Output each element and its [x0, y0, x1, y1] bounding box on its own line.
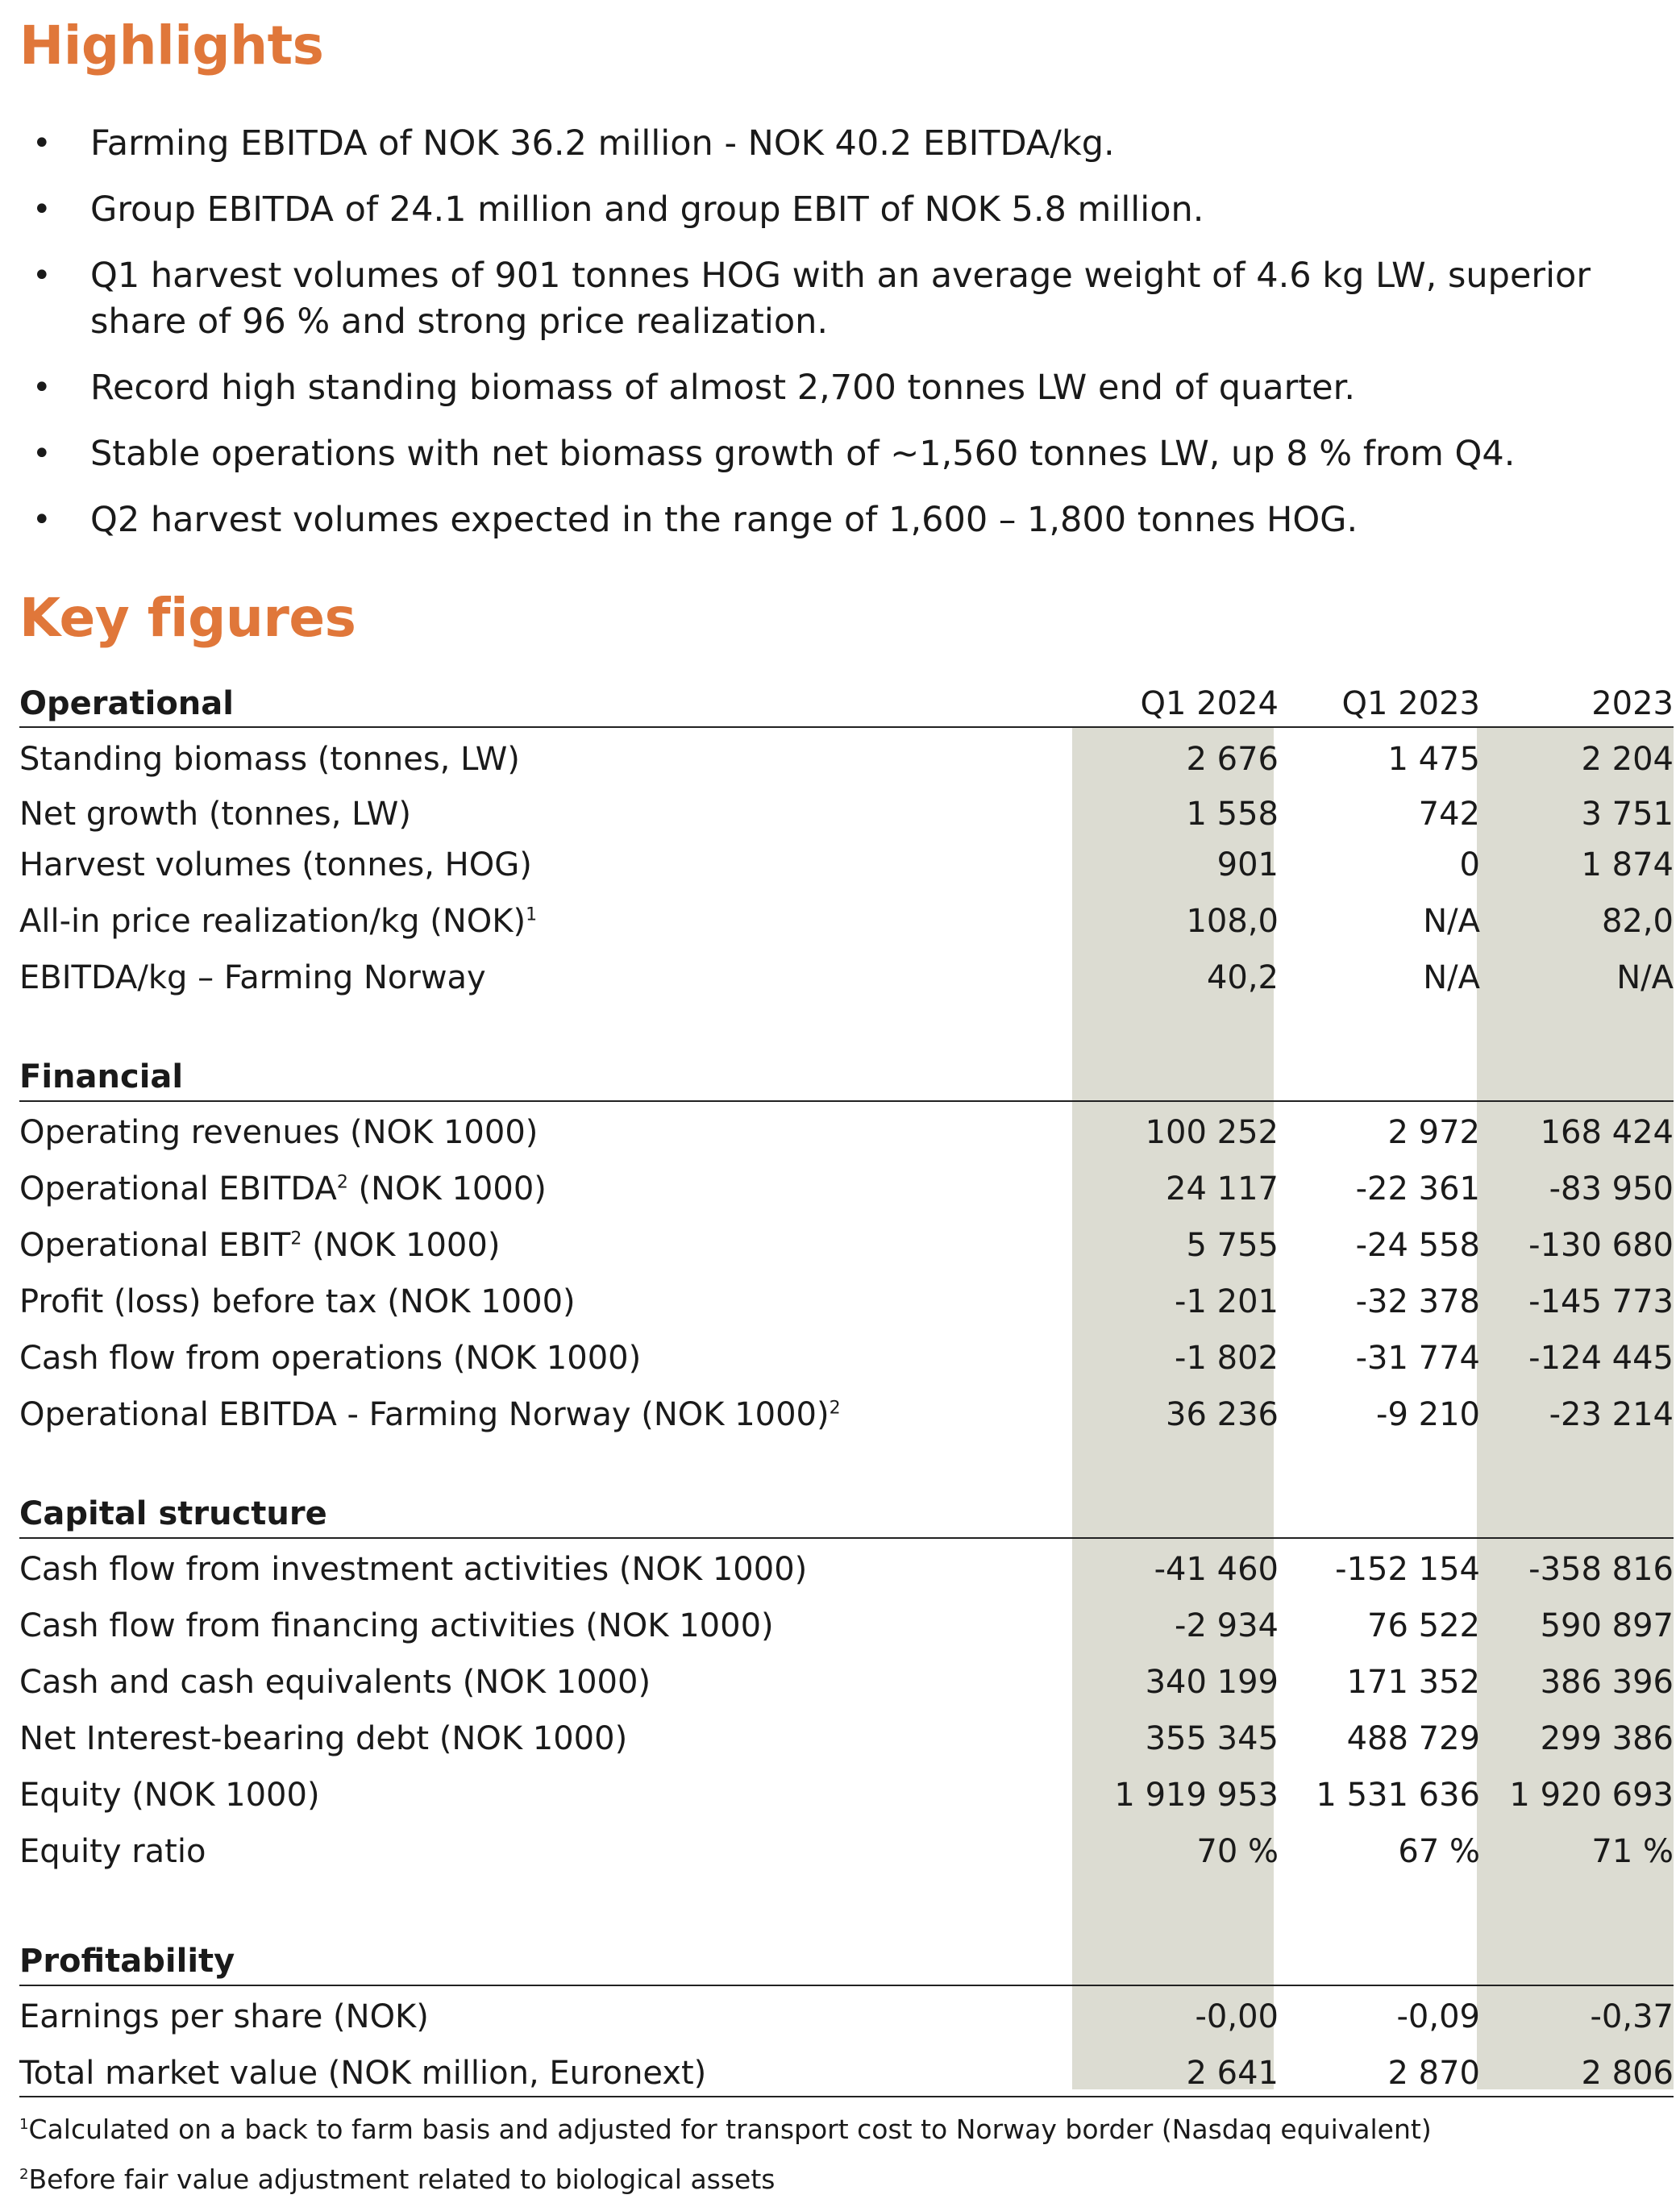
cell-value: 2 870	[1387, 2055, 1480, 2092]
section-rule	[19, 1985, 1674, 1986]
table-header-row	[19, 681, 1674, 726]
cell-value: 355 345	[1145, 1720, 1279, 1757]
row-label: Net Interest-bearing debt (NOK 1000)	[19, 1720, 628, 1757]
section-heading-profitability: Profitability	[19, 1943, 235, 1980]
row-label: Profit (loss) before tax (NOK 1000)	[19, 1283, 576, 1320]
footnote-marker: 2	[829, 1398, 841, 1419]
footnote-marker: 1	[526, 904, 538, 925]
row-label: Total market value (NOK million, Euronext)	[19, 2055, 707, 2092]
footnote-marker: 2	[290, 1228, 302, 1249]
row-label: Cash flow from investment activities (NOK 1000)	[19, 1551, 808, 1588]
key-figures-table	[19, 681, 1674, 2092]
cell-value: 2 641	[1186, 2055, 1279, 2092]
cell-value: -31 774	[1355, 1340, 1480, 1377]
cell-value: 67 %	[1398, 1833, 1480, 1870]
cell-value: N/A	[1423, 903, 1480, 940]
highlight-item: • Q2 harvest volumes expected in the range of 1,600 – 1,800 tonnes HOG.	[0, 497, 1680, 543]
footnote	[19, 2114, 1432, 2145]
row-label: Standing biomass (tonnes, LW)	[19, 741, 520, 778]
highlight-item: • Group EBITDA of 24.1 million and group EBIT of NOK 5.8 million.	[0, 187, 1680, 233]
cell-value: 1 531 636	[1316, 1777, 1480, 1814]
cell-value: 3 751	[1581, 796, 1674, 833]
key-figures-heading: Key figures	[19, 587, 356, 649]
cell-value: 108,0	[1186, 903, 1279, 940]
row-label: Cash and cash equivalents (NOK 1000)	[19, 1664, 651, 1701]
row-label: Equity ratio	[19, 1833, 206, 1870]
row-label: Harvest volumes (tonnes, HOG)	[19, 846, 532, 883]
row-label: Earnings per share (NOK)	[19, 1998, 429, 2035]
cell-value: 168 424	[1540, 1114, 1674, 1151]
row-label: Operating revenues (NOK 1000)	[19, 1114, 539, 1151]
section-heading-financial: Financial	[19, 1058, 184, 1095]
cell-value: -358 816	[1528, 1551, 1674, 1588]
cell-value: -2 934	[1175, 1607, 1279, 1644]
highlight-item: • Farming EBITDA of NOK 36.2 million - NOK 40.2 EBITDA/kg.	[0, 121, 1680, 167]
cell-value: -41 460	[1154, 1551, 1279, 1588]
table-bottom-rule	[19, 2096, 1674, 2097]
cell-value: -0,37	[1590, 1998, 1674, 2035]
cell-value: 2 972	[1387, 1114, 1480, 1151]
row-label-text: (NOK 1000)	[347, 1170, 547, 1208]
cell-value: 1 919 953	[1114, 1777, 1279, 1814]
cell-value: 386 396	[1540, 1664, 1674, 1701]
row-label	[19, 1395, 841, 1435]
row-label: EBITDA/kg – Farming Norway	[19, 959, 486, 996]
cell-value: 24 117	[1166, 1170, 1279, 1208]
cell-value: -32 378	[1355, 1283, 1480, 1320]
column-header: 2023	[1591, 685, 1674, 722]
cell-value: -0,00	[1195, 1998, 1279, 2035]
footnote-marker: 2	[336, 1172, 348, 1193]
highlight-item: • Record high standing biomass of almost 2,700 tonnes LW end of quarter.	[0, 365, 1680, 411]
row-label-text: Operational EBITDA - Farming Norway (NOK 1000)	[19, 1396, 830, 1433]
cell-value: 0	[1459, 846, 1480, 883]
cell-value: -9 210	[1376, 1396, 1480, 1433]
cell-value: 40,2	[1206, 959, 1279, 996]
row-label-text: (NOK 1000)	[301, 1227, 501, 1264]
row-label-text: Operational EBIT	[19, 1227, 291, 1264]
row-label	[19, 901, 537, 942]
highlight-item: • Stable operations with net biomass growth of ~1,560 tonnes LW, up 8 % from Q4.	[0, 431, 1680, 477]
cell-value: 299 386	[1540, 1720, 1674, 1757]
cell-value: 171 352	[1346, 1664, 1480, 1701]
cell-value: 901	[1216, 846, 1279, 883]
cell-value: -152 154	[1335, 1551, 1480, 1588]
row-label: Net growth (tonnes, LW)	[19, 796, 411, 833]
cell-value: -83 950	[1549, 1170, 1674, 1208]
cell-value: N/A	[1423, 959, 1480, 996]
cell-value: 2 806	[1581, 2055, 1674, 2092]
cell-value: N/A	[1616, 959, 1674, 996]
highlights-heading: Highlights	[19, 15, 324, 77]
cell-value: 76 522	[1367, 1607, 1480, 1644]
cell-value: -130 680	[1528, 1227, 1674, 1264]
cell-value: -22 361	[1355, 1170, 1480, 1208]
footnote-text: Before fair value adjustment related to biological assets	[28, 2164, 776, 2195]
cell-value: 2 676	[1186, 741, 1279, 778]
cell-value: 488 729	[1346, 1720, 1480, 1757]
column-header: Q1 2023	[1341, 685, 1480, 722]
row-label	[19, 1169, 547, 1209]
row-label-text: All-in price realization/kg (NOK)	[19, 903, 526, 940]
footnote-marker: 1	[19, 2116, 29, 2133]
section-heading-capital-structure: Capital structure	[19, 1495, 327, 1532]
cell-value: 71 %	[1591, 1833, 1674, 1870]
cell-value: 2 204	[1581, 741, 1674, 778]
cell-value: -124 445	[1528, 1340, 1674, 1377]
column-header: Q1 2024	[1140, 685, 1279, 722]
highlights-list	[0, 121, 1680, 563]
cell-value: -1 802	[1175, 1340, 1279, 1377]
cell-value: 70 %	[1196, 1833, 1279, 1870]
row-label: Cash flow from financing activities (NOK 1000)	[19, 1607, 774, 1644]
cell-value: -0,09	[1396, 1998, 1480, 2035]
cell-value: 1 558	[1186, 796, 1279, 833]
section-heading-operational: Operational	[19, 685, 234, 722]
cell-value: -24 558	[1355, 1227, 1480, 1264]
cell-value: -145 773	[1528, 1283, 1674, 1320]
row-label-text: Operational EBITDA	[19, 1170, 337, 1208]
footnote	[19, 2164, 775, 2195]
cell-value: 1 874	[1581, 846, 1674, 883]
cell-value: 1 920 693	[1509, 1777, 1674, 1814]
row-label: Cash flow from operations (NOK 1000)	[19, 1340, 642, 1377]
section-rule	[19, 1537, 1674, 1539]
footnote-text: Calculated on a back to farm basis and adjusted for transport cost to Norway border (Nasdaq equivalent)	[28, 2114, 1432, 2145]
cell-value: 36 236	[1166, 1396, 1279, 1433]
cell-value: -23 214	[1549, 1396, 1674, 1433]
cell-value: -1 201	[1175, 1283, 1279, 1320]
section-rule	[19, 726, 1674, 728]
footnote-marker: 2	[19, 2166, 29, 2183]
cell-value: 742	[1418, 796, 1480, 833]
highlight-item: • Q1 harvest volumes of 901 tonnes HOG with an average weight of 4.6 kg LW, superior share of 96 % and strong price realization.	[0, 253, 1680, 345]
cell-value: 100 252	[1145, 1114, 1279, 1151]
cell-value: 5 755	[1186, 1227, 1279, 1264]
cell-value: 82,0	[1601, 903, 1674, 940]
cell-value: 340 199	[1145, 1664, 1279, 1701]
section-rule	[19, 1100, 1674, 1102]
cell-value: 1 475	[1387, 741, 1480, 778]
cell-value: 590 897	[1540, 1607, 1674, 1644]
row-label	[19, 1225, 500, 1266]
row-label: Equity (NOK 1000)	[19, 1777, 320, 1814]
